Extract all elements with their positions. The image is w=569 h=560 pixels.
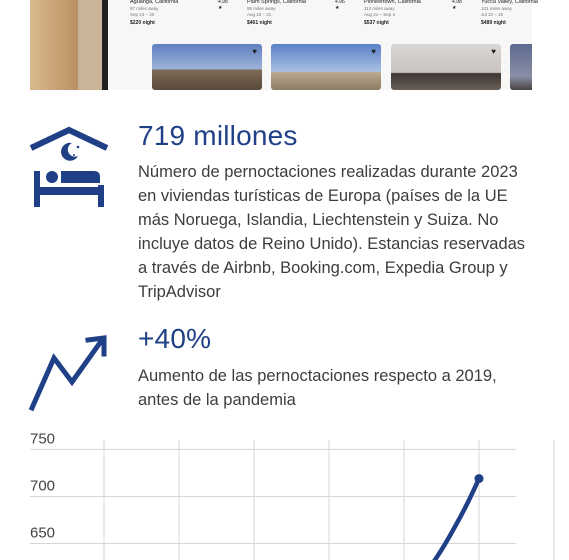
- listing-thumbnail: [271, 44, 381, 90]
- listing-distance: 101 miles away: [481, 6, 513, 11]
- listing-thumbnail: [152, 44, 262, 90]
- listing-dates: Sep 23 – 30: [130, 12, 155, 17]
- overnights-line-chart: [0, 430, 560, 560]
- stat-value-growth: +40%: [138, 323, 212, 354]
- wood-table: [30, 0, 78, 90]
- chart-grid: [30, 440, 554, 560]
- listing-distance: 112 miles away: [364, 6, 395, 11]
- listing-card: [108, 0, 228, 36]
- listing-location: Aguanga, California: [130, 0, 179, 5]
- heart-icon: ♥: [252, 47, 257, 56]
- laptop-screen: [102, 0, 538, 90]
- listing-price: $537 night: [364, 20, 389, 26]
- chart-series: [404, 474, 484, 560]
- listing-dates: Aug 16 – 21: [247, 12, 272, 17]
- listing-distance: 87 miles away: [130, 6, 159, 11]
- listing-thumbnail: [510, 44, 532, 90]
- y-tick-label: 700: [30, 477, 56, 495]
- house-bed-icon: [28, 125, 110, 209]
- listing-row: [108, 0, 538, 36]
- listing-thumbnail: [391, 44, 501, 90]
- header-photo: [30, 0, 538, 90]
- y-tick-label: 750: [30, 430, 56, 448]
- listing-price: $461 night: [247, 20, 272, 26]
- listing-rating: 4.98 ★: [218, 0, 228, 11]
- listing-distance: 95 miles away: [247, 6, 276, 11]
- heart-icon: ♥: [491, 47, 496, 56]
- listing-dates: Aug 21 – Sep 3: [364, 12, 396, 17]
- listing-card: [225, 0, 345, 36]
- listing-card: [342, 0, 462, 36]
- series-point-end: [475, 474, 484, 483]
- trend-up-arrow-icon: [28, 332, 110, 412]
- stat-description-growth: Aumento de las pernoctaciones respecto a 2019, antes de la pandemia: [138, 367, 497, 409]
- listing-rating: 4.96 ★: [335, 0, 345, 11]
- listing-price: $220 night: [130, 20, 155, 26]
- listing-dates: Jul 10 – 15: [481, 12, 504, 17]
- series-line: [404, 479, 479, 560]
- listing-location: Yucca Valley, California: [481, 0, 538, 5]
- y-tick-label: 650: [30, 524, 56, 542]
- stat-description-overnights: Número de pernoctaciones realizadas durante 2023 en viviendas turísticas de Europa (países de la UE más Noruega, Islandia, Liechtenstein y Suiza. No incluye datos de Reino Unido). Estancias reservadas a través de Airbnb, Booking.com, Expedia Group y TripAdvisor: [138, 163, 526, 301]
- listing-location: Pioneertown, California: [364, 0, 421, 5]
- stat-value-overnights: 719 millones: [138, 120, 298, 151]
- listing-card: [459, 0, 569, 36]
- heart-icon: ♥: [371, 47, 376, 56]
- listing-price: $489 night: [481, 20, 506, 26]
- listing-rating: 4.98 ★: [452, 0, 462, 11]
- listing-location: Palm Springs, California: [247, 0, 306, 5]
